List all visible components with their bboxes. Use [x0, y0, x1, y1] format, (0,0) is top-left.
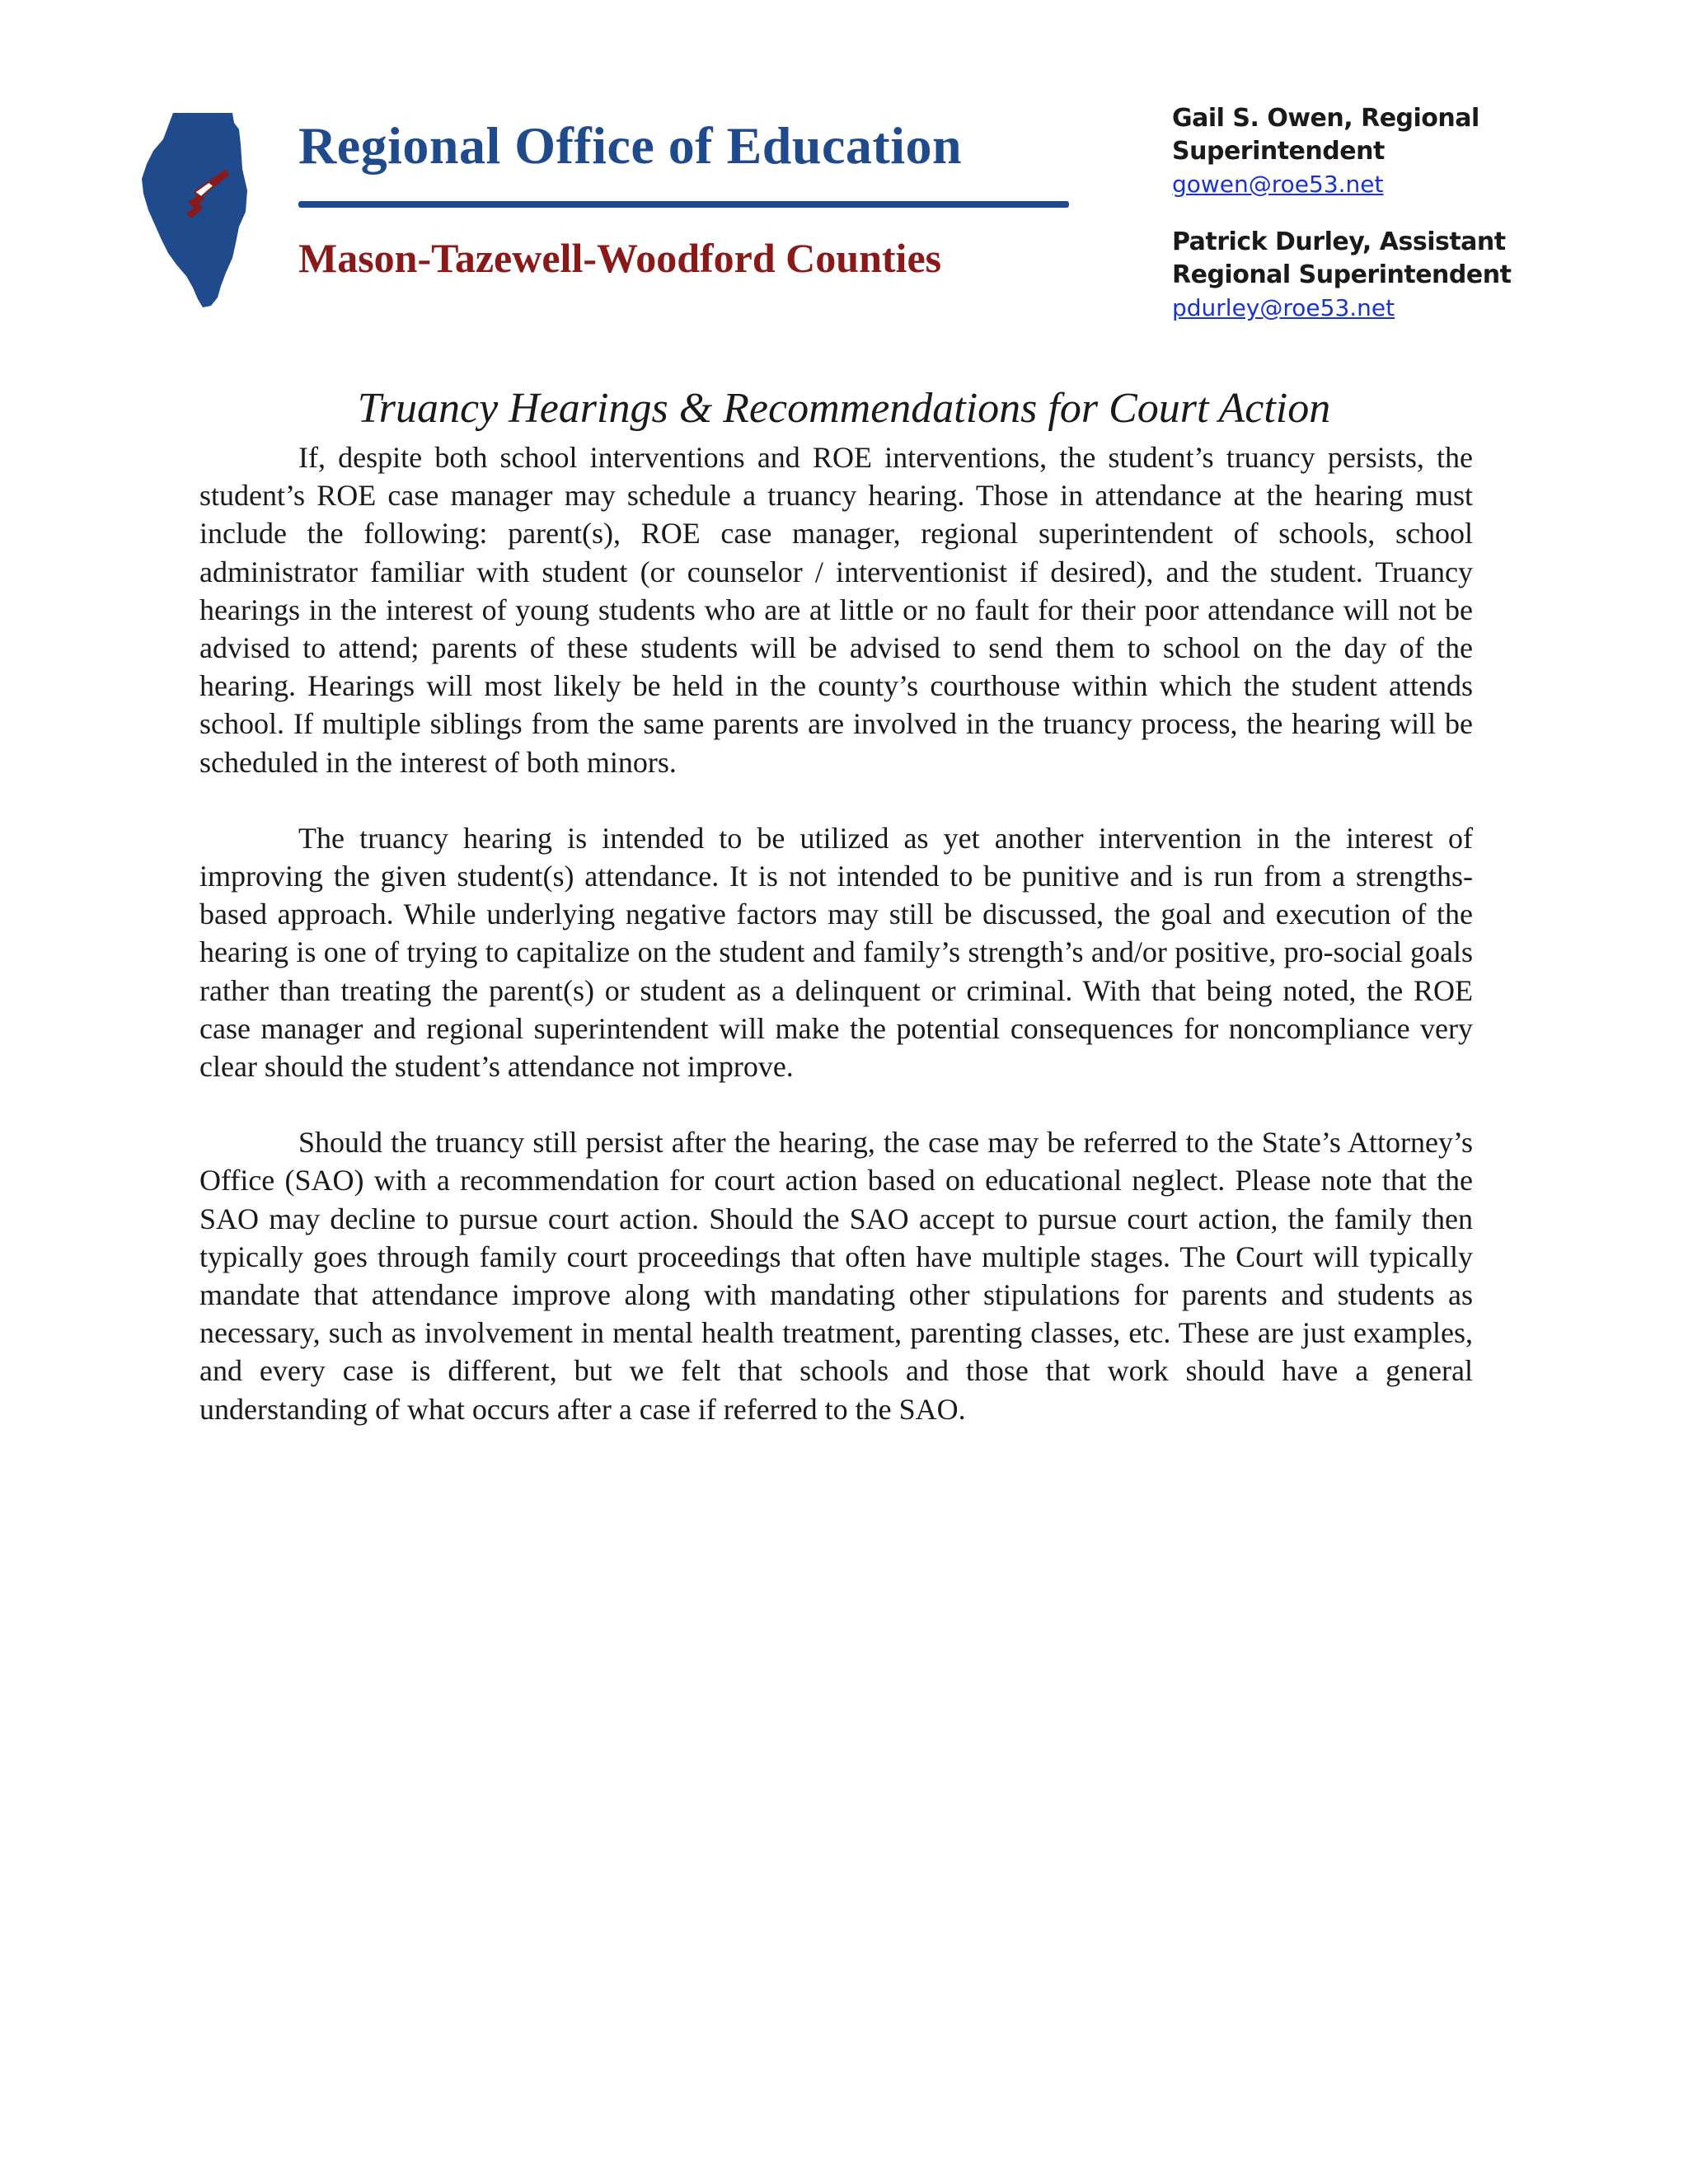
document-heading: Truancy Hearings & Recommendations for Court Action [357, 385, 1331, 432]
paragraph: The truancy hearing is intended to be utilized as yet another intervention in the interest of improving the given student(s) attendance. It is not intended to be punitive and is run from a strengths-based approach. While underlying negative factors may still be discussed, the goal and execution of the hearing is one of trying to capitalize on the student and family’s strength’s and/or positive, pro-social goals rather than treating the parent(s) or student as a delinquent or criminal. With that being noted, the ROE case manager and regional superintendent will make the potential consequences for noncompliance very clear should the student’s attendance not improve. [199, 821, 1473, 1084]
contact-email-link[interactable]: gowen@roe53.net [1172, 171, 1384, 198]
contact-name: Gail S. Owen, Regional Superintendent [1172, 104, 1479, 166]
contact-superintendent [1172, 102, 1518, 201]
contact-list [1172, 102, 1518, 325]
paragraph: If, despite both school interventions and ROE interventions, the student’s truancy persists, the student’s ROE case manager may schedule a truancy hearing. Those in attendance at the hearing must include the following: parent(s), ROE case manager, regional superintendent of schools, school administrator familiar with student (or counselor / interventionist if desired), and the student. Truancy hearings in the interest of young students who are at little or no fault for their poor attendance will not be advised to attend; parents of these students will be advised to send them to school on the day of the hearing. Hearings will most likely be held in the county’s courthouse within which the student attends school. If multiple siblings from the same parents are involved in the truancy process, the hearing will be scheduled in the interest of both minors. [199, 441, 1473, 779]
org-subtitle: Mason-Tazewell-Woodford Counties [298, 235, 942, 281]
illinois-map-icon [140, 111, 256, 309]
paragraph: Should the truancy still persist after the hearing, the case may be referred to the State’s Attorney’s Office (SAO) with a recommendation for court action based on educational neglect. Please note that the SAO may decline to pursue court action. Should the SAO accept to pursue court action, the family then typically goes through family court proceedings that often have multiple stages. The Court will typically mandate that attendance improve along with mandating other stipulations for parents and students as necessary, such as involvement in mental health treatment, parenting classes, etc. These are just examples, and every case is different, but we felt that schools and those that work should have a general understanding of what occurs after a case if referred to the SAO. [199, 1126, 1473, 1426]
document-body [199, 438, 1473, 1466]
contact-assistant-superintendent [1172, 226, 1518, 325]
contact-name: Patrick Durley, Assistant Regional Superintendent [1172, 227, 1512, 289]
org-title: Regional Office of Education [298, 116, 963, 175]
header-divider [298, 201, 1069, 208]
contact-email-link[interactable]: pdurley@roe53.net [1172, 294, 1395, 321]
